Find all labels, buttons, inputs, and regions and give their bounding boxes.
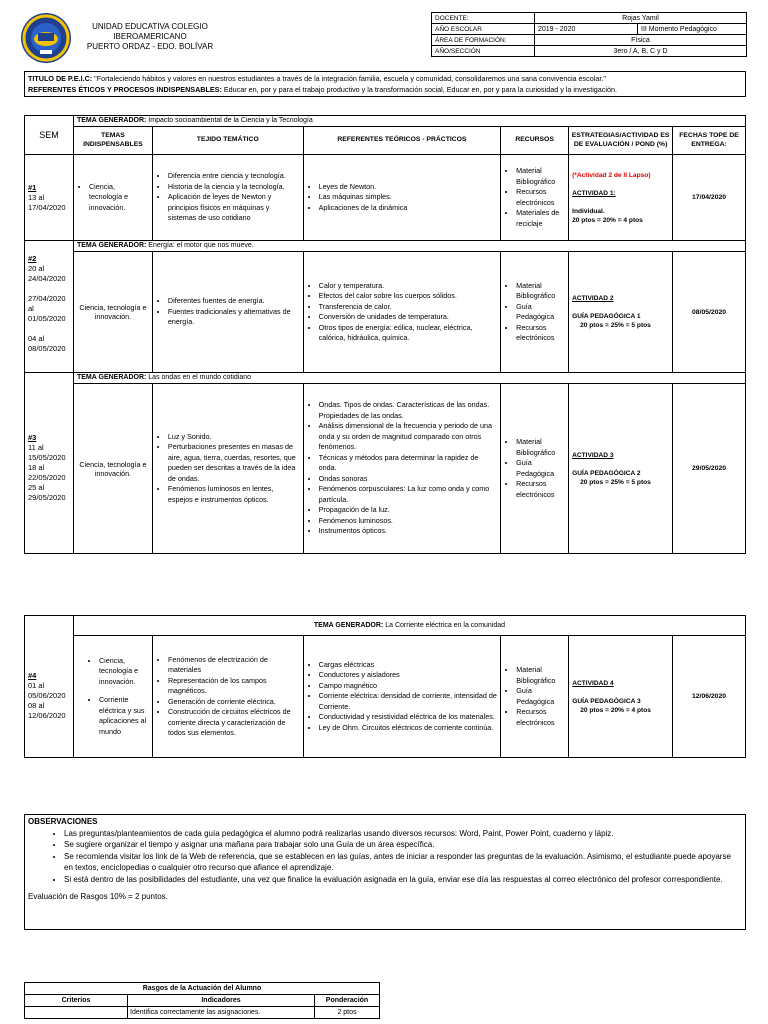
table-row — [25, 155, 746, 241]
evaluacion-rasgos-note: Evaluación de Rasgos 10% = 2 puntos. — [28, 892, 168, 901]
temas-cell: • Ciencia, tecnología e innovación. — [73, 155, 152, 241]
recursos-cell: • Material Bibliográfico • Guía Pedagógica • Recursos electrónicos — [501, 384, 569, 554]
fecha-cell: 12/06/2020 — [673, 636, 746, 758]
fecha-cell: 29/05/2020 — [673, 384, 746, 554]
tejido-cell: • Luz y Sonido. • Perturbaciones presentes en masas de aire, agua, tierra, cuerdas, resortes, que pueden ser descritas a través de la idea de ondas. • Fenómenos luminosos en lentes, espejos e instrumentos ópticos. — [152, 384, 303, 554]
info-value: III Momento Pedagógico — [638, 24, 747, 35]
table-row — [25, 636, 746, 758]
list-item: • Si está dentro de las posibilidades del estudiante, una vez que finalice la evaluación asignada en la guía, enviar ese día las respuestas al correo electrónico del profesor correspondiente. — [64, 874, 742, 886]
col-indicadores: Indicadores — [128, 995, 315, 1007]
week-cell: #1 13 al 17/04/2020 — [25, 155, 74, 241]
info-value: 3ero / A, B, C y D — [535, 46, 747, 57]
indicador-cell: Identifica correctamente las asignaciones. — [128, 1007, 315, 1019]
peic-title-label: TITULO DE P.E.I.C: — [28, 74, 93, 83]
col-ponderacion: Ponderación — [315, 995, 380, 1007]
school-logo — [20, 12, 72, 64]
tejido-cell: • Diferentes fuentes de energía. • Fuentes tradicionales y alternativas de energía. — [152, 252, 303, 373]
fecha-cell: 08/05/2020 — [673, 252, 746, 373]
table-row — [25, 384, 746, 554]
info-value: Rojas Yamil — [535, 13, 747, 24]
observaciones-title: OBSERVACIONES — [28, 817, 98, 826]
school-name: UNIDAD EDUCATIVA COLEGIO IBEROAMERICANO PUERTO ORDAZ - EDO. BOLÍVAR — [86, 22, 214, 51]
col-tejido: TEJIDO TEMÁTICO — [152, 127, 303, 155]
peic-title-text: "Fortaleciendo hábitos y valores en nuestros estudiantes a través de la integración familia, escuela y comunidad, consolidaremos una sana convivencia escolar." — [92, 74, 606, 83]
observaciones-box — [24, 814, 746, 930]
tema-generador: TEMA GENERADOR: Energía: el motor que nos mueve. — [73, 241, 745, 252]
tejido-cell: • Fenómenos de electrización de materiales • Representación de los campos magnéticos. • Generación de corriente eléctrica. • Construcción de circuitos eléctricos de corriente directa y caracterización de todos sus elementos. — [152, 636, 303, 758]
referentes-cell: • Leyes de Newton. • Las máquinas simples. • Aplicaciones de la dinámica — [303, 155, 501, 241]
week-cell: #3 11 al 15/05/2020 18 al 22/05/2020 25 al 29/05/2020 — [25, 384, 74, 554]
tejido-cell: • Diferencia entre ciencia y tecnología. • Historia de la ciencia y la tecnología. • Aplicación de leyes de Newton y principios físicos en máquinas y sistemas de uso cotidiano — [152, 155, 303, 241]
ponderacion-cell: 2 ptos — [315, 1007, 380, 1019]
col-recursos: RECURSOS — [501, 127, 569, 155]
col-temas: TEMAS INDISPENSABLES — [73, 127, 152, 155]
tema-generador: TEMA GENERADOR: Impacto socioambiental de la Ciencia y la Tecnología — [73, 116, 745, 127]
peic-ref-text: Educar en, por y para el trabajo productivo y la transformación social, Educar en, por y para la curiosidad y la investigación. — [221, 85, 617, 94]
list-item: • Se recomienda visitar los link de la Web de referencia, que se establecen en las guías, antes de iniciar a responder las preguntas de la evaluación. Asimismo, el estudiante puede apoyarse en textos, enciclopedias o cualquier otro recurso que afiance el aprendizaje. — [64, 851, 742, 874]
col-criterios: Criterios — [25, 995, 128, 1007]
table-row — [25, 252, 746, 373]
referentes-cell: • Cargas eléctricas • Conductores y aisladores • Campo magnético • Corriente eléctrica: densidad de corriente, intensidad de Corriente. • Conductividad y resistividad eléctrica de los materiales. • Ley de Ohm. Circuitos eléctricos de corriente continúa. — [303, 636, 501, 758]
fecha-cell: 17/04/2020 — [673, 155, 746, 241]
teacher-info-table — [431, 12, 747, 57]
week-cell: #2 20 al 24/04/2020 27/04/2020 al 01/05/2020 04 al 08/05/2020 — [25, 252, 74, 373]
actividad-cell: ACTIVIDAD 2 GUÍA PEDAGÓGICA 1 20 ptos = 25% = 5 ptos — [569, 252, 673, 373]
info-label: AÑO/SECCIÓN — [432, 46, 535, 57]
actividad-cell: ACTIVIDAD 4 GUÍA PEDAGÓGICA 3 20 ptos = 20% = 4 ptos — [569, 636, 673, 758]
info-value: 2019 - 2020 — [535, 24, 638, 35]
temas-cell: Ciencia, tecnología e innovación. — [73, 384, 152, 554]
temas-cell: • Ciencia, tecnología e innovación. • Corriente eléctrica y sus aplicaciones al mundo — [73, 636, 152, 758]
table-row — [25, 1007, 380, 1019]
recursos-cell: • Material Bibliográfico • Guía Pedagógica • Recursos electrónicos — [501, 636, 569, 758]
tema-generador: TEMA GENERADOR: La Corriente eléctrica en la comunidad — [73, 616, 745, 636]
info-label: AÑO ESCOLAR — [432, 24, 535, 35]
col-sem: SEM — [25, 116, 74, 155]
referentes-cell: • Ondas. Tipos de ondas. Características de las ondas. Propiedades de las ondas. • Análisis dimensional de la frecuencia y periodo de una onda y su orden de magnitud comparado con otros fenómenos. • Técnicas y métodos para determinar la rapidez de onda. • Ondas sonoras • Fenómenos corpusculares: La luz como onda y como partícula. • Propagación de la luz. • Fenómenos luminosos. • Instrumentos ópticos. — [303, 384, 501, 554]
list-item: • Se sugiere organizar el tiempo y asignar una mañana para trabajar solo una Guía de un área específica. — [64, 839, 742, 851]
col-referentes: REFERENTES TEÓRICOS - PRÁCTICOS — [303, 127, 501, 155]
referentes-cell: • Calor y temperatura. • Efectos del calor sobre los cuerpos sólidos. • Transferencia de calor. • Conversión de unidades de temperatura. • Otros tipos de energía: eólica, nuclear, eléctrica, calórica, hidráulica, química. — [303, 252, 501, 373]
peic-ref-label: REFERENTES ÉTICOS Y PROCESOS INDISPENSABLES: — [28, 85, 222, 94]
actividad-cell: (*Actividad 2 de II Lapso) ACTIVIDAD 1: Individual. 20 ptos = 20% = 4 ptos — [569, 155, 673, 241]
rasgos-table — [24, 982, 380, 1019]
peic-box — [24, 71, 746, 97]
tema-generador: TEMA GENERADOR: Las ondas en el mundo cotidiano — [73, 373, 745, 384]
week-cell: #4 01 al 05/06/2020 08 al 12/06/2020 — [25, 636, 74, 758]
rasgos-title: Rasgos de la Actuación del Alumno — [25, 983, 380, 995]
temas-cell: Ciencia, tecnología e innovación. — [73, 252, 152, 373]
info-label: ÁREA DE FORMACIÓN: — [432, 35, 535, 46]
actividad-cell: ACTIVIDAD 3 GUÍA PEDAGÓGICA 2 20 ptos = 25% = 5 ptos — [569, 384, 673, 554]
planning-table-week4 — [24, 615, 746, 758]
col-estrategias: ESTRATEGIAS/ACTIVIDAD ES DE EVALUACIÓN / POND (%) — [569, 127, 673, 155]
list-item: • Las preguntas/planteamientos de cada guía pedagógica el alumno podrá realizarlas usando diversos recursos: Word, Paint, Power Point, cuaderno y lápiz. — [64, 828, 742, 840]
info-label: DOCENTE: — [432, 13, 535, 24]
col-fechas: FECHAS TOPE DE ENTREGA: — [673, 127, 746, 155]
recursos-cell: • Material Bibliográfico • Guía Pedagógica • Recursos electrónicos — [501, 252, 569, 373]
planning-table — [24, 115, 746, 554]
recursos-cell: • Material Bibliográfico • Recursos electrónicos • Materiales de reciclaje — [501, 155, 569, 241]
info-value: Física — [535, 35, 747, 46]
